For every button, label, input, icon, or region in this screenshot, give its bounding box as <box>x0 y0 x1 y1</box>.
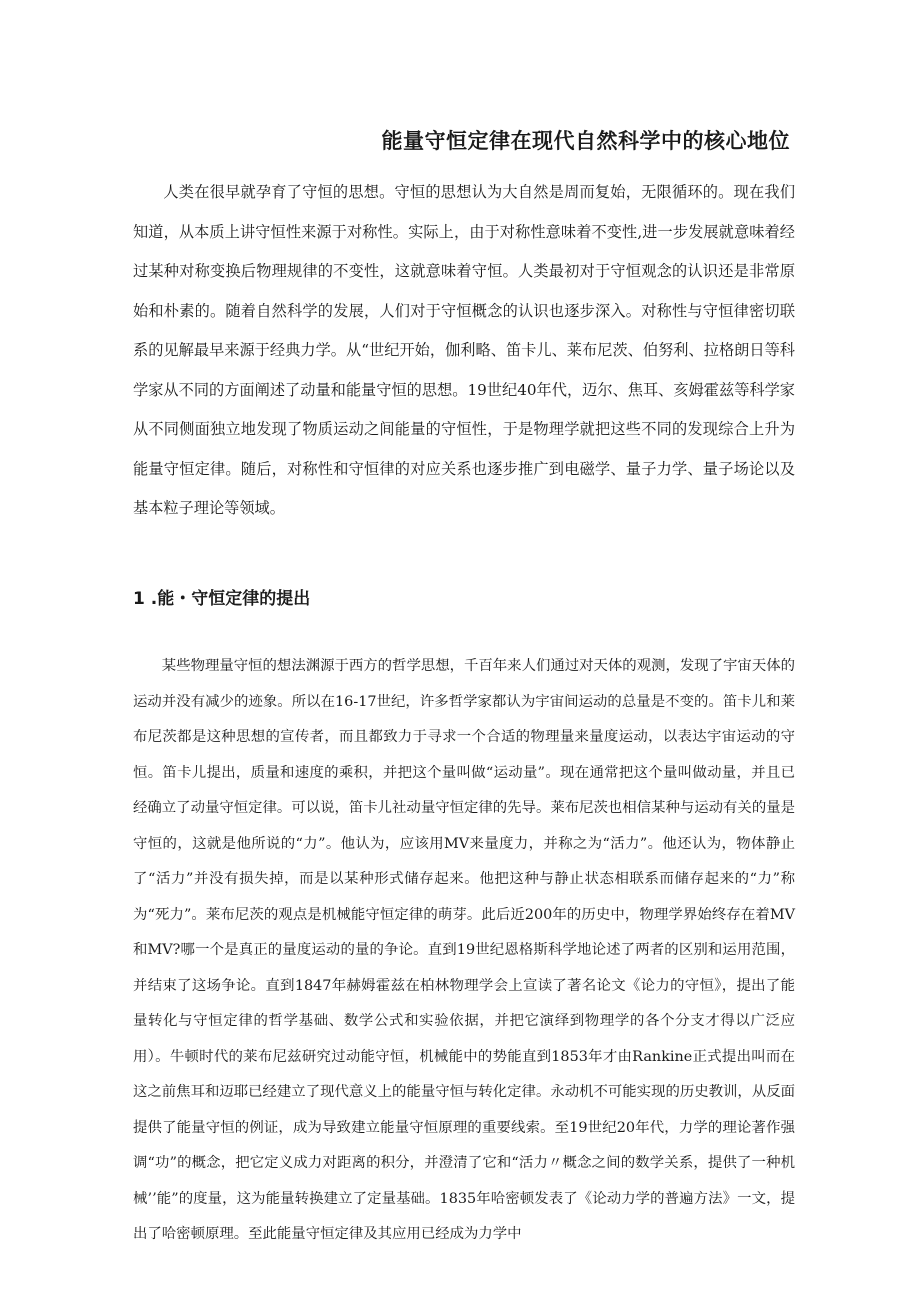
document-title: 能量守恒定律在现代自然科学中的核心地位 <box>381 129 790 153</box>
section-paragraph: 某些物理量守恒的想法渊源于西方的哲学思想，千百年来人们通过对天体的观测，发现了宇宙天体的运动并没有减少的迹象。所以在16-17世纪，许多哲学家都认为宇宙间运动的总量是不变的。笛卡儿和莱布尼茨都是这种思想的宣传者，而且都致力于寻求一个合适的物理量来量度运动，以表达宇宙运动的守恒。笛卡儿提出，质量和速度的乘积，并把这个量叫做“运动量”。现在通常把这个量叫做动量，并且已经确立了动量守恒定律。可以说，笛卡儿社动量守恒定律的先导。莱布尼茨也相信某种与运动有关的量是守恒的，这就是他所说的“力”。他认为，应该用MV来量度力，并称之为“活力”。他还认为，物体静止了“活力”并没有损失掉，而是以某种形式储存起来。他把这种与静止状态相联系而储存起来的“力”称为“死力”。莱布尼茨的观点是机械能守恒定律的萌芽。此后近200年的历史中，物理学界始终存在着MV和MV?哪一个是真正的量度运动的量的争论。直到19世纪恩格斯科学地论述了两者的区别和运用范围，并结束了这场争论。直到1847年赫姆霍兹在柏林物理学会上宣读了著名论文《论力的守恒》，提出了能量转化与守恒定律的哲学基础、数学公式和实验依据，并把它演绎到物理学的各个分支才得以广泛应用）。牛顿时代的莱布尼兹研究过动能守恒，机械能中的势能直到1853年才由Rankine正式提出叫而在这之前焦耳和迈耶已经建立了现代意义上的能量守恒与转化定律。永动机不可能实现的历史教训，从反面提供了能量守恒的例证，成为导致建立能量守恒原理的重要线索。至19世纪20年代，力学的理论著作强调“功”的概念，把它定义成力对距离的积分，并澄清了它和“活力〃概念之间的数学关系，提供了一种机械’’能”的度量，这为能量转换建立了定量基础。1835年哈密顿发表了《论动力学的普遍方法》一文，提出了哈密顿原理。至此能量守恒定律及其应用已经成为力学中 <box>133 658 795 1242</box>
intro-paragraph: 人类在很早就孕育了守恒的思想。守恒的思想认为大自然是周而复始，无限循环的。现在我们知道，从本质上讲守恒性来源于对称性。实际上，由于对称性意味着不变性,进一步发展就意味着经过某种对称变换后物理规律的不变性，这就意味着守恒。人类最初对于守恒观念的认识还是非常原始和朴素的。随着自然科学的发展，人们对于守恒概念的认识也逐步深入。对称性与守恒律密切联系的见解最早来源于经典力学。从“世纪开始，伽利略、笛卡儿、莱布尼茨、伯努利、拉格朗日等科学家从不同的方面阐述了动量和能量守恒的思想。19世纪40年代，迈尔、焦耳、亥姆霍兹等科学家从不同侧面独立地发现了物质运动之间能量的守恒性，于是物理学就把这些不同的发现综合上升为能量守恒定律。随后，对称性和守恒律的对应关系也逐步推广到电磁学、量子力学、量子场论以及基本粒子理论等领域。 <box>133 183 795 517</box>
section-heading: 1 .能・守恒定律的提出 <box>133 589 311 609</box>
